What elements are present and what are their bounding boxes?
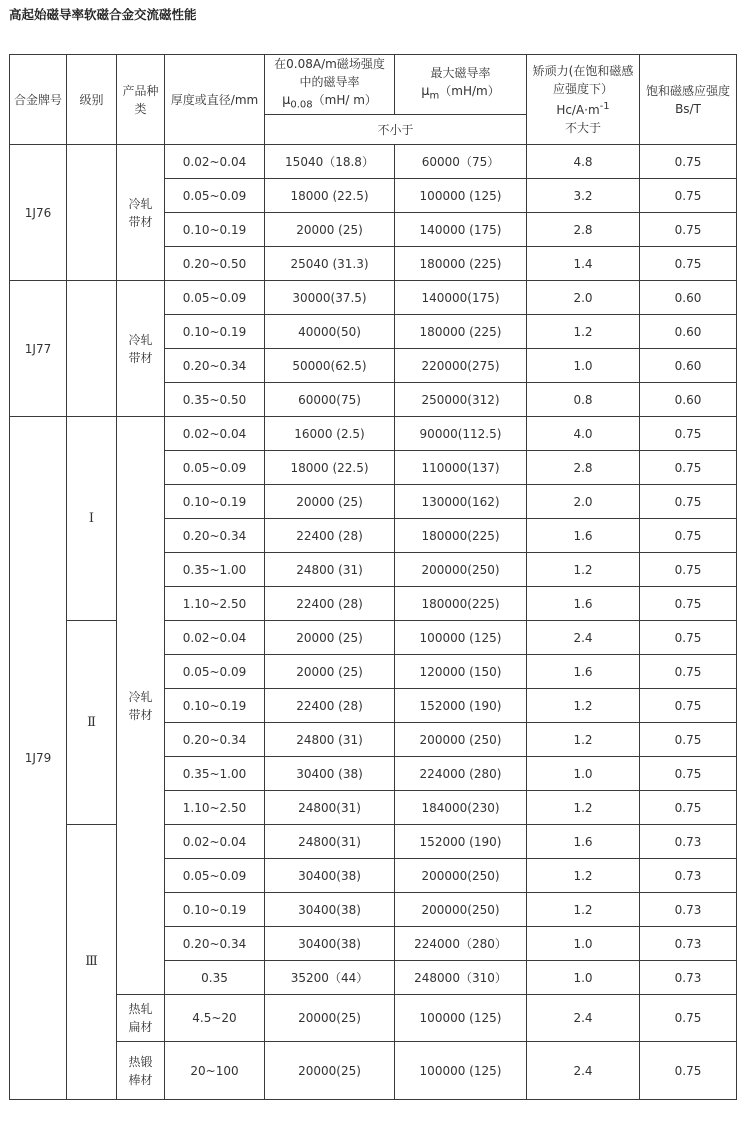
coercivity-cell: 0.8 xyxy=(527,383,640,417)
mumax-cell: 224000（280） xyxy=(395,927,527,961)
header-coercivity xyxy=(527,55,640,145)
table-row xyxy=(10,995,737,1042)
grade-cell: Ⅱ xyxy=(67,621,117,825)
mumax-cell: 110000(137) xyxy=(395,451,527,485)
bs-cell: 0.75 xyxy=(640,247,737,281)
mumax-cell: 152000 (190) xyxy=(395,689,527,723)
coercivity-cell: 1.6 xyxy=(527,587,640,621)
thickness-cell: 0.35~0.50 xyxy=(165,383,265,417)
thickness-cell: 0.05~0.09 xyxy=(165,655,265,689)
mumax-cell: 200000(250) xyxy=(395,893,527,927)
mu008-cell: 22400 (28) xyxy=(265,689,395,723)
header-mu008-label: 在0.08A/m磁场强度中的磁导率 xyxy=(274,57,385,89)
grade-cell: Ⅲ xyxy=(67,825,117,1100)
bs-cell: 0.75 xyxy=(640,451,737,485)
mumax-subscript: m xyxy=(429,90,440,102)
not-more-label: 不大于 xyxy=(564,121,601,136)
mumax-cell: 180000(225) xyxy=(395,519,527,553)
mumax-cell: 100000 (125) xyxy=(395,1042,527,1100)
magnetic-properties-table xyxy=(9,54,737,1100)
mumax-cell: 60000（75） xyxy=(395,145,527,179)
hc-symbol: Hc/A·m xyxy=(556,103,600,118)
header-coercivity-label: 矫顽力(在饱和磁感应强度下） xyxy=(532,64,634,97)
bs-cell: 0.75 xyxy=(640,553,737,587)
bs-cell: 0.73 xyxy=(640,893,737,927)
mu008-cell: 30400(38) xyxy=(265,859,395,893)
bs-cell: 0.75 xyxy=(640,723,737,757)
page-title: 高起始磁导率软磁合金交流磁性能 xyxy=(9,7,197,22)
coercivity-cell: 1.2 xyxy=(527,315,640,349)
mu008-cell: 16000 (2.5) xyxy=(265,417,395,451)
header-mu008 xyxy=(265,55,395,115)
header-mumax xyxy=(395,55,527,115)
table-row xyxy=(10,1042,737,1100)
mu008-cell: 30400(38) xyxy=(265,893,395,927)
product-cell: 冷轧带材 xyxy=(117,417,165,995)
thickness-cell: 0.10~0.19 xyxy=(165,315,265,349)
mumax-cell: 224000 (280) xyxy=(395,757,527,791)
thickness-cell: 0.02~0.04 xyxy=(165,825,265,859)
bs-cell: 0.75 xyxy=(640,213,737,247)
mu008-cell: 20000 (25) xyxy=(265,621,395,655)
mu008-cell: 24800(31) xyxy=(265,791,395,825)
mu008-cell: 20000 (25) xyxy=(265,655,395,689)
coercivity-cell: 1.6 xyxy=(527,655,640,689)
bs-cell: 0.75 xyxy=(640,519,737,553)
coercivity-cell: 1.4 xyxy=(527,247,640,281)
mu008-cell: 30400 (38) xyxy=(265,757,395,791)
coercivity-cell: 1.0 xyxy=(527,349,640,383)
hc-superscript: -1 xyxy=(599,101,610,113)
coercivity-cell: 2.8 xyxy=(527,451,640,485)
bs-cell: 0.75 xyxy=(640,791,737,825)
thickness-cell: 0.35~1.00 xyxy=(165,553,265,587)
header-mumax-label: 最大磁导率 xyxy=(430,66,491,80)
mumax-cell: 200000(250) xyxy=(395,553,527,587)
thickness-cell: 0.02~0.04 xyxy=(165,417,265,451)
bs-cell: 0.75 xyxy=(640,757,737,791)
bs-cell: 0.75 xyxy=(640,145,737,179)
mumax-cell: 184000(230) xyxy=(395,791,527,825)
table-row xyxy=(10,145,737,179)
mu008-cell: 35200（44） xyxy=(265,961,395,995)
mumax-cell: 180000(225) xyxy=(395,587,527,621)
table-row xyxy=(10,281,737,315)
mu008-symbol: μ xyxy=(282,93,291,108)
mu008-cell: 30000(37.5) xyxy=(265,281,395,315)
mu008-cell: 15040（18.8） xyxy=(265,145,395,179)
mu008-cell: 24800(31) xyxy=(265,825,395,859)
thickness-cell: 0.10~0.19 xyxy=(165,485,265,519)
bs-cell: 0.75 xyxy=(640,587,737,621)
mu008-cell: 20000(25) xyxy=(265,995,395,1042)
header-thickness: 厚度或直径/mm xyxy=(165,55,265,145)
mu008-cell: 30400(38) xyxy=(265,927,395,961)
bs-cell: 0.75 xyxy=(640,621,737,655)
thickness-cell: 20~100 xyxy=(165,1042,265,1100)
thickness-cell: 0.20~0.34 xyxy=(165,927,265,961)
thickness-cell: 0.02~0.04 xyxy=(165,145,265,179)
alloy-cell: 1J76 xyxy=(10,145,67,281)
coercivity-cell: 4.8 xyxy=(527,145,640,179)
mumax-symbol: μ xyxy=(421,84,430,99)
coercivity-cell: 2.8 xyxy=(527,213,640,247)
thickness-cell: 0.05~0.09 xyxy=(165,859,265,893)
mumax-cell: 248000（310） xyxy=(395,961,527,995)
coercivity-cell: 1.6 xyxy=(527,519,640,553)
bs-cell: 0.73 xyxy=(640,825,737,859)
bs-cell: 0.60 xyxy=(640,349,737,383)
bs-cell: 0.73 xyxy=(640,927,737,961)
header-grade: 级别 xyxy=(67,55,117,145)
coercivity-cell: 1.2 xyxy=(527,723,640,757)
thickness-cell: 1.10~2.50 xyxy=(165,791,265,825)
thickness-cell: 1.10~2.50 xyxy=(165,587,265,621)
mumax-cell: 90000(112.5) xyxy=(395,417,527,451)
mumax-cell: 220000(275) xyxy=(395,349,527,383)
thickness-cell: 4.5~20 xyxy=(165,995,265,1042)
mumax-cell: 100000 (125) xyxy=(395,179,527,213)
mumax-cell: 152000 (190) xyxy=(395,825,527,859)
bs-cell: 0.75 xyxy=(640,689,737,723)
header-product: 产品种类 xyxy=(117,55,165,145)
mumax-cell: 100000 (125) xyxy=(395,995,527,1042)
mu008-cell: 40000(50) xyxy=(265,315,395,349)
mu008-cell: 24800 (31) xyxy=(265,723,395,757)
mu008-subscript: 0.08 xyxy=(290,99,313,111)
mumax-cell: 180000 (225) xyxy=(395,315,527,349)
coercivity-cell: 1.2 xyxy=(527,553,640,587)
mumax-cell: 120000 (150) xyxy=(395,655,527,689)
thickness-cell: 0.10~0.19 xyxy=(165,689,265,723)
thickness-cell: 0.20~0.34 xyxy=(165,519,265,553)
thickness-cell: 0.10~0.19 xyxy=(165,893,265,927)
bs-cell: 0.60 xyxy=(640,383,737,417)
not-less-label: 不小于 xyxy=(265,115,527,145)
mumax-cell: 100000 (125) xyxy=(395,621,527,655)
bs-cell: 0.75 xyxy=(640,995,737,1042)
coercivity-cell: 3.2 xyxy=(527,179,640,213)
alloy-cell: 1J79 xyxy=(10,417,67,1100)
thickness-cell: 0.02~0.04 xyxy=(165,621,265,655)
mumax-cell: 180000 (225) xyxy=(395,247,527,281)
coercivity-cell: 1.2 xyxy=(527,859,640,893)
coercivity-cell: 1.2 xyxy=(527,689,640,723)
coercivity-cell: 1.0 xyxy=(527,757,640,791)
mu008-unit: （mH/ m） xyxy=(312,93,377,107)
mu008-cell: 18000 (22.5) xyxy=(265,179,395,213)
coercivity-cell: 2.0 xyxy=(527,281,640,315)
grade-cell: Ⅰ xyxy=(67,417,117,621)
mu008-cell: 25040 (31.3) xyxy=(265,247,395,281)
coercivity-cell: 2.4 xyxy=(527,621,640,655)
bs-cell: 0.75 xyxy=(640,179,737,213)
coercivity-cell: 1.0 xyxy=(527,927,640,961)
grade-cell-empty xyxy=(67,281,117,417)
mumax-cell: 200000 (250) xyxy=(395,723,527,757)
product-cell: 冷轧带材 xyxy=(117,145,165,281)
bs-cell: 0.60 xyxy=(640,281,737,315)
mu008-cell: 22400 (28) xyxy=(265,587,395,621)
coercivity-cell: 4.0 xyxy=(527,417,640,451)
product-cell: 冷轧带材 xyxy=(117,281,165,417)
bs-cell: 0.75 xyxy=(640,1042,737,1100)
bs-cell: 0.60 xyxy=(640,315,737,349)
thickness-cell: 0.05~0.09 xyxy=(165,179,265,213)
thickness-cell: 0.35 xyxy=(165,961,265,995)
mumax-cell: 130000(162) xyxy=(395,485,527,519)
thickness-cell: 0.20~0.34 xyxy=(165,349,265,383)
bs-cell: 0.73 xyxy=(640,859,737,893)
mumax-unit: （mH/m） xyxy=(439,84,500,98)
thickness-cell: 0.20~0.50 xyxy=(165,247,265,281)
coercivity-cell: 1.0 xyxy=(527,961,640,995)
thickness-cell: 0.35~1.00 xyxy=(165,757,265,791)
mu008-cell: 60000(75) xyxy=(265,383,395,417)
alloy-cell: 1J77 xyxy=(10,281,67,417)
coercivity-cell: 2.0 xyxy=(527,485,640,519)
mu008-cell: 20000 (25) xyxy=(265,213,395,247)
bs-cell: 0.75 xyxy=(640,655,737,689)
mu008-cell: 22400 (28) xyxy=(265,519,395,553)
mu008-cell: 18000 (22.5) xyxy=(265,451,395,485)
header-alloy: 合金牌号 xyxy=(10,55,67,145)
thickness-cell: 0.10~0.19 xyxy=(165,213,265,247)
product-cell: 热轧扁材 xyxy=(117,995,165,1042)
coercivity-cell: 2.4 xyxy=(527,1042,640,1100)
mu008-cell: 20000 (25) xyxy=(265,485,395,519)
bs-cell: 0.73 xyxy=(640,961,737,995)
mumax-cell: 200000(250) xyxy=(395,859,527,893)
header-row-1 xyxy=(10,55,737,115)
header-bs: 饱和磁感应强度Bs/T xyxy=(640,55,737,145)
thickness-cell: 0.20~0.34 xyxy=(165,723,265,757)
mu008-cell: 50000(62.5) xyxy=(265,349,395,383)
table-row xyxy=(10,417,737,451)
bs-cell: 0.75 xyxy=(640,417,737,451)
mumax-cell: 140000 (175) xyxy=(395,213,527,247)
mu008-cell: 20000(25) xyxy=(265,1042,395,1100)
coercivity-cell: 2.4 xyxy=(527,995,640,1042)
grade-cell-empty xyxy=(67,145,117,281)
thickness-cell: 0.05~0.09 xyxy=(165,281,265,315)
mumax-cell: 250000(312) xyxy=(395,383,527,417)
bs-cell: 0.75 xyxy=(640,485,737,519)
mu008-cell: 24800 (31) xyxy=(265,553,395,587)
coercivity-cell: 1.2 xyxy=(527,791,640,825)
coercivity-cell: 1.6 xyxy=(527,825,640,859)
thickness-cell: 0.05~0.09 xyxy=(165,451,265,485)
mumax-cell: 140000(175) xyxy=(395,281,527,315)
product-cell: 热锻棒材 xyxy=(117,1042,165,1100)
coercivity-cell: 1.2 xyxy=(527,893,640,927)
